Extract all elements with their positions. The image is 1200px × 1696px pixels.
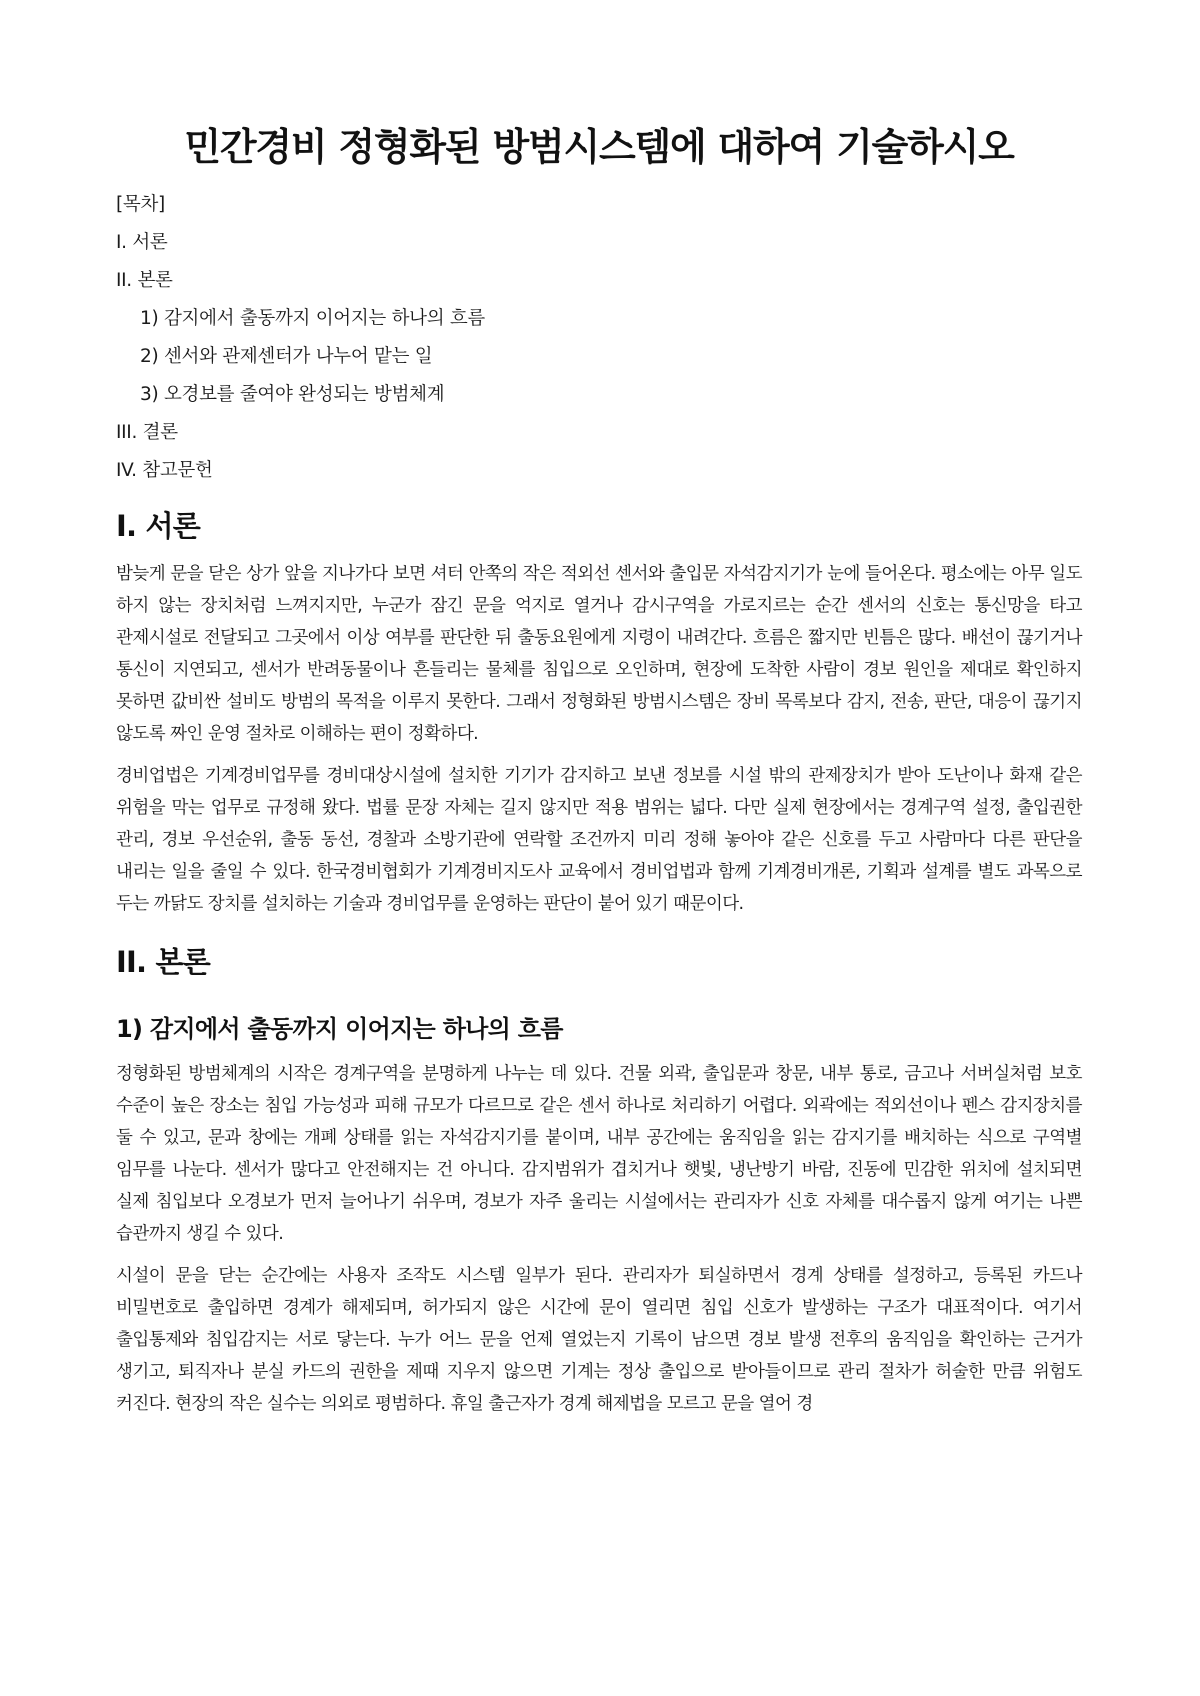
section-heading-body: II. 본론 (116, 945, 210, 979)
toc-heading: [목차] (116, 194, 165, 215)
section-body (116, 942, 1082, 1420)
toc-item-references: IV. 참고문헌 (116, 460, 213, 481)
paragraph: 정형화된 방범체계의 시작은 경계구역을 분명하게 나누는 데 있다. 건물 외곽, 출입문과 창문, 내부 통로, 금고나 서버실처럼 보호 수준이 높은 장소는 침입 가능성과 피해 규모가 다르므로 같은 센서 하나로 처리하기 어렵다. 외곽에는 적외선이나 펜스 감지장치를 둘 수 있고, 문과 창에는 개폐 상태를 읽는 자석감지기를 붙이며, 내부 공간에는 움직임을 읽는 감지기를 배치하는 식으로 구역별 임무를 나눈다. 센서가 많다고 안전해지는 건 아니다. 감지범위가 겹치거나 햇빛, 냉난방기 바람, 진동에 민감한 위치에 설치되면 실제 침입보다 오경보가 먼저 늘어나기 쉬우며, 경보가 자주 울리는 시설에서는 관리자가 신호 자체를 대수롭지 않게 여기는 나쁜 습관까지 생길 수 있다. (116, 1064, 1082, 1244)
subsection-heading-1: 1) 감지에서 출동까지 이어지는 하나의 흐름 (116, 1015, 563, 1043)
document-title: 민간경비 정형화된 방범시스템에 대하여 기술하시오 (184, 125, 1014, 169)
paragraph: 밤늦게 문을 닫은 상가 앞을 지나가다 보면 셔터 안쪽의 작은 적외선 센서와 출입문 자석감지기가 눈에 들어온다. 평소에는 아무 일도 하지 않는 장치처럼 느껴지지만, 누군가 잠긴 문을 억지로 열거나 감시구역을 가로지르는 순간 센서의 신호는 통신망을 타고 관제시설로 전달되고 그곳에서 이상 여부를 판단한 뒤 출동요원에게 지령이 내려간다. 흐름은 짧지만 빈틈은 많다. 배선이 끊기거나 통신이 지연되고, 센서가 반려동물이나 흔들리는 물체를 침입으로 오인하며, 현장에 도착한 사람이 경보 원인을 제대로 확인하지 못하면 값비싼 설비도 방범의 목적을 이루지 못한다. 그래서 정형화된 방범시스템은 장비 목록보다 감지, 전송, 판단, 대응이 끊기지 않도록 짜인 운영 절차로 이해하는 편이 정확하다. (116, 564, 1082, 744)
toc-item-body-2: 2) 센서와 관제센터가 나누어 맡는 일 (140, 346, 433, 367)
section-heading-intro: I. 서론 (116, 509, 200, 543)
toc-item-body-3: 3) 오경보를 줄여야 완성되는 방범체계 (140, 384, 445, 405)
paragraph: 경비업법은 기계경비업무를 경비대상시설에 설치한 기기가 감지하고 보낸 정보를 시설 밖의 관제장치가 받아 도난이나 화재 같은 위험을 막는 업무로 규정해 왔다. 법률 문장 자체는 길지 않지만 적용 범위는 넓다. 다만 실제 현장에서는 경계구역 설정, 출입권한 관리, 경보 우선순위, 출동 동선, 경찰과 소방기관에 연락할 조건까지 미리 정해 놓아야 같은 신호를 두고 사람마다 다른 판단을 내리는 일을 줄일 수 있다. 한국경비협회가 기계경비지도사 교육에서 경비업법과 함께 기계경비개론, 기획과 설계를 별도 과목으로 두는 까닭도 장치를 설치하는 기술과 경비업무를 운영하는 판단이 붙어 있기 때문이다. (116, 766, 1083, 914)
table-of-contents (116, 192, 1082, 484)
paragraph: 시설이 문을 닫는 순간에는 사용자 조작도 시스템 일부가 된다. 관리자가 퇴실하면서 경계 상태를 설정하고, 등록된 카드나 비밀번호로 출입하면 경계가 해제되며, 허가되지 않은 시간에 문이 열리면 침입 신호가 발생하는 구조가 대표적이다. 여기서 출입통제와 침입감지는 서로 닿는다. 누가 어느 문을 언제 열었는지 기록이 남으면 경보 발생 전후의 움직임을 확인하는 근거가 생기고, 퇴직자나 분실 카드의 권한을 제때 지우지 않으면 기계는 정상 출입으로 받아들이므로 관리 절차가 허술한 만큼 위험도 커진다. 현장의 작은 실수는 의외로 평범하다. 휴일 출근자가 경계 해제법을 모르고 문을 열어 경 (116, 1266, 1082, 1414)
toc-item-body: II. 본론 (116, 270, 173, 291)
toc-item-conclusion: III. 결론 (116, 422, 178, 443)
section-intro (116, 506, 1082, 920)
toc-item-intro: I. 서론 (116, 232, 168, 253)
toc-item-body-1: 1) 감지에서 출동까지 이어지는 하나의 흐름 (140, 308, 485, 329)
